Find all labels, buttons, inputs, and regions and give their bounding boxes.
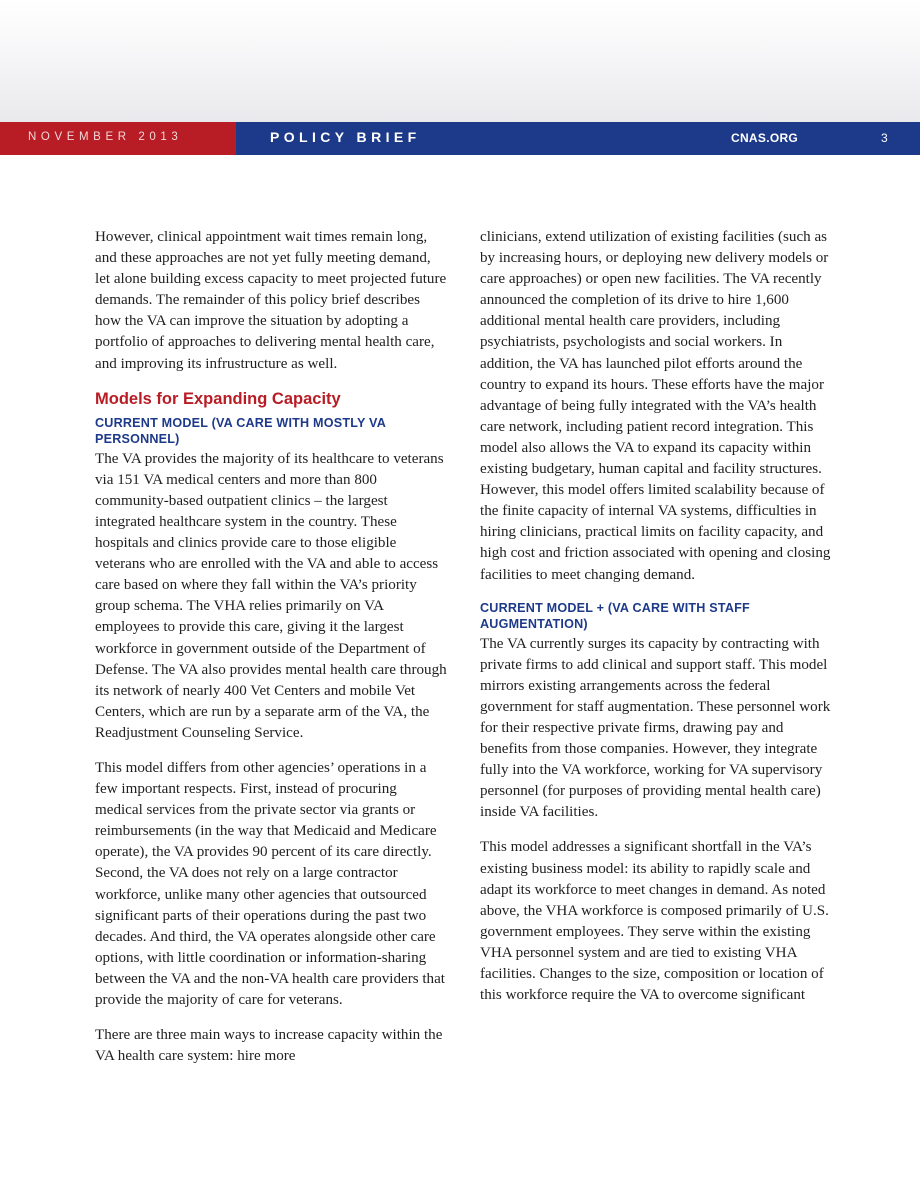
- left-paragraph-3: This model differs from other agencies’ operations in a few important respects. First, instead of procuring medical services from the private sector via grants or reimbursements (in the way that Medicaid and Medicare operate), the VA provides 90 percent of its care directly. Second, the VA does not rely on a large contractor workforce, unlike many other agencies that outsourced significant parts of their operations during the past two decades. And third, the VA operates alongside other care options, with little coordination or information-sharing between the VA and the non-VA health care providers that provide the majority of care for veterans.: [95, 759, 445, 1008]
- right-paragraph-2: The VA currently surges its capacity by contracting with private firms to add clinical and support staff. This model mirrors existing arrangements across the federal government for staff augmentation. These personnel work for their respective private firms, drawing pay and benefits from those companies. However, they integrate fully into the VA workforce, working for VA supervisory personnel (for purposes of providing mental health care) inside VA facilities.: [480, 635, 831, 821]
- header-bar: [0, 122, 920, 155]
- right-paragraph-3: This model addresses a significant shortfall in the VA’s existing business model: its ability to rapidly scale and adapt its workforce to meet changes in demand. As noted above, the VHA workforce is composed primarily of U.S. government employees. They serve within the existing VHA personnel system and are tied to existing VHA facilities. Changes to the size, composition or location of this workforce require the VA to overcome significant: [480, 839, 829, 1004]
- header-blue-band: [236, 122, 920, 155]
- header-date: NOVEMBER 2013: [28, 131, 183, 143]
- section-heading: Models for Expanding Capacity: [95, 389, 341, 408]
- right-paragraph-1: clinicians, extend utilization of existing facilities (such as by increasing hours, or deploying new delivery models or care approaches) or open new facilities. The VA recently announced the completion of its drive to hire 1,600 additional mental health care providers, including psychiatrists, psychologists and social workers. In addition, the VA has launched pilot efforts around the country to expand its hours. These efforts have the major advantage of being fully integrated with the VA’s health care network, including patient record integration. This model also allows the VA to expand its capacity within existing budgetary, human capital and facility structures. However, this model offers limited scalability because of the finite capacity of internal VA systems, difficulties in hiring clinicians, practical limits on facility capacity, and high cost and friction associated with opening and closing facilities to meet changing demand.: [480, 229, 831, 583]
- left-paragraph-4: There are three main ways to increase capacity within the VA health care system: hire more: [95, 1027, 443, 1065]
- sub-heading-current-model-plus: CURRENT MODEL + (VA CARE WITH STAFF AUGMENTATION): [480, 600, 750, 631]
- header-title: POLICY BRIEF: [270, 129, 421, 145]
- page-number: 3: [881, 131, 888, 145]
- header-red-band: [0, 122, 236, 155]
- left-paragraph-2: The VA provides the majority of its healthcare to veterans via 151 VA medical centers and more than 800 community-based outpatient clinics – the largest integrated healthcare system in the country. These hospitals and clinics provide care to those eligible veterans who are enrolled with the VA and able to access care based on where they fall within the VA’s priority group schema. The VHA relies primarily on VA employees to provide this care, giving it the largest workforce in government outside of the Department of Defense. The VA also provides mental health care through its network of nearly 400 Vet Centers and mobile Vet Centers, which are run by a separate arm of the VA, the Readjustment Counseling Service.: [95, 450, 447, 741]
- left-paragraph-1: However, clinical appointment wait times remain long, and these approaches are not yet fully meeting demand, let alone building excess capacity to meet projected future demands. The remainder of this policy brief describes how the VA can improve the situation by adopting a portfolio of approaches to delivering mental health care, and improving its infrustructure as well.: [95, 229, 447, 372]
- left-column: [95, 227, 447, 1067]
- header-site-link[interactable]: CNAS.ORG: [731, 131, 799, 145]
- right-column: [480, 227, 832, 1006]
- sub-heading-current-model: CURRENT MODEL (VA CARE WITH MOSTLY VA PERSONNEL): [95, 415, 386, 446]
- page-top-background: [0, 0, 920, 122]
